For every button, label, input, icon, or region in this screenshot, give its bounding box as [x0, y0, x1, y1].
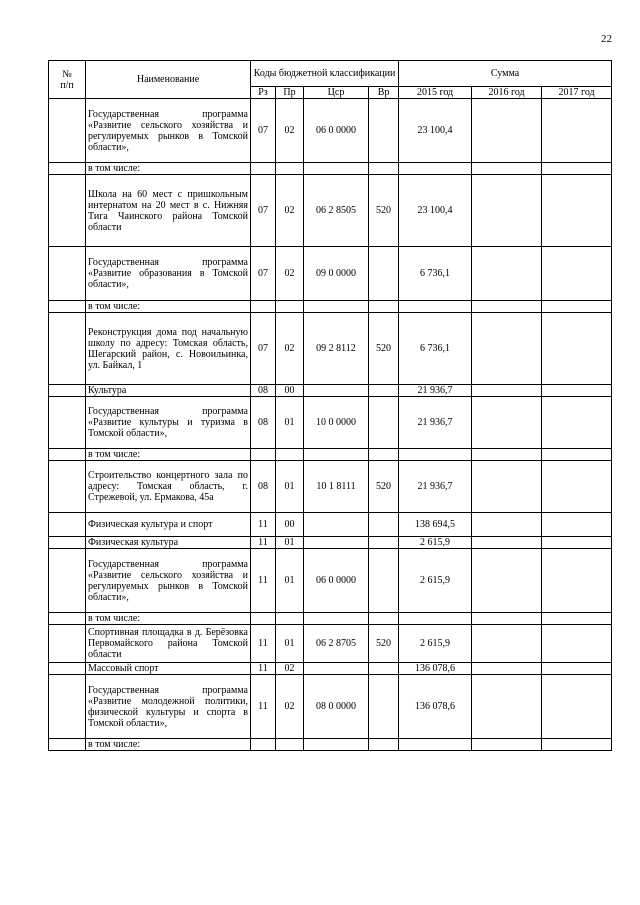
table-row: [49, 397, 612, 449]
row-name: Спортивная площадка в д. Берёзовка Первомайского района Томской области: [86, 625, 251, 663]
table-row: [49, 301, 612, 313]
row-name: Государственная программа «Развитие сельского хозяйства и регулируемых рынков в Томской области»,: [86, 549, 251, 613]
budget-table: [48, 60, 612, 751]
row-name: Государственная программа «Развитие культуры и туризма в Томской области»,: [86, 397, 251, 449]
header-name: Наименование: [86, 61, 251, 99]
row-vr: [369, 513, 399, 537]
row-name: Физическая культура: [86, 537, 251, 549]
row-pr: 01: [276, 625, 304, 663]
row-csr: 08 0 0000: [304, 675, 369, 739]
row-sum-2015: 138 694,5: [399, 513, 472, 537]
table-row: [49, 313, 612, 385]
row-vr: [369, 99, 399, 163]
header-2016: 2016 год: [472, 87, 542, 99]
row-pr: 01: [276, 397, 304, 449]
row-name: Физическая культура и спорт: [86, 513, 251, 537]
table-row: [49, 537, 612, 549]
row-csr: 06 0 0000: [304, 99, 369, 163]
table-row: [49, 163, 612, 175]
header-budget-codes: Коды бюджетной классификации: [251, 61, 399, 87]
table-row: [49, 99, 612, 163]
row-name: Культура: [86, 385, 251, 397]
row-pr: 02: [276, 99, 304, 163]
row-vr: [369, 675, 399, 739]
row-rz: 11: [251, 549, 276, 613]
row-name: Реконструкция дома под начальную школу по адресу: Томская область, Шегарский район, с. Новоильинка, ул. Байкал, 1: [86, 313, 251, 385]
row-rz: 11: [251, 675, 276, 739]
row-name: Государственная программа «Развитие образования в Томской области»,: [86, 247, 251, 301]
row-sum-2015: 23 100,4: [399, 175, 472, 247]
row-csr: 06 0 0000: [304, 549, 369, 613]
header-vr: Вр: [369, 87, 399, 99]
table-row: [49, 549, 612, 613]
row-sum-2015: 6 736,1: [399, 313, 472, 385]
header-sum: Сумма: [399, 61, 612, 87]
row-pr: 01: [276, 549, 304, 613]
row-sum-2015: 2 615,9: [399, 625, 472, 663]
row-vr: 520: [369, 625, 399, 663]
header-number: № п/п: [49, 61, 86, 99]
row-sum-2015: 21 936,7: [399, 385, 472, 397]
row-pr: 02: [276, 175, 304, 247]
row-rz: 11: [251, 537, 276, 549]
row-vr: [369, 247, 399, 301]
table-row: [49, 625, 612, 663]
row-csr: [304, 663, 369, 675]
row-sum-2015: 6 736,1: [399, 247, 472, 301]
header-pr: Пр: [276, 87, 304, 99]
row-name: Массовый спорт: [86, 663, 251, 675]
row-csr: 09 0 0000: [304, 247, 369, 301]
row-csr: [304, 537, 369, 549]
row-pr: 01: [276, 461, 304, 513]
row-name: в том числе:: [86, 613, 251, 625]
row-csr: 10 0 0000: [304, 397, 369, 449]
row-pr: 02: [276, 675, 304, 739]
table-row: [49, 247, 612, 301]
row-pr: 02: [276, 313, 304, 385]
row-vr: [369, 549, 399, 613]
row-rz: 11: [251, 513, 276, 537]
table-row: [49, 461, 612, 513]
row-rz: 08: [251, 397, 276, 449]
row-vr: [369, 385, 399, 397]
row-vr: [369, 663, 399, 675]
row-vr: 520: [369, 461, 399, 513]
header-2015: 2015 год: [399, 87, 472, 99]
row-csr: [304, 385, 369, 397]
row-name: в том числе:: [86, 301, 251, 313]
row-vr: 520: [369, 313, 399, 385]
row-rz: 07: [251, 313, 276, 385]
row-vr: [369, 397, 399, 449]
row-sum-2015: 2 615,9: [399, 549, 472, 613]
row-rz: 11: [251, 625, 276, 663]
header-csr: Цср: [304, 87, 369, 99]
row-csr: 06 2 8705: [304, 625, 369, 663]
row-pr: 00: [276, 513, 304, 537]
row-rz: 07: [251, 247, 276, 301]
header-rz: Рз: [251, 87, 276, 99]
table-row: [49, 449, 612, 461]
row-rz: 08: [251, 385, 276, 397]
row-pr: 02: [276, 247, 304, 301]
row-rz: 08: [251, 461, 276, 513]
row-name: Государственная программа «Развитие молодежной политики, физической культуры и спорта в Томской области»,: [86, 675, 251, 739]
row-name: Школа на 60 мест с пришкольным интернатом на 20 мест в с. Нижняя Тига Чаинского района Томской области: [86, 175, 251, 247]
header-2017: 2017 год: [542, 87, 612, 99]
table-row: [49, 739, 612, 751]
row-pr: 02: [276, 663, 304, 675]
row-rz: 11: [251, 663, 276, 675]
row-sum-2015: 136 078,6: [399, 675, 472, 739]
page-number: 22: [601, 33, 612, 45]
table-row: [49, 613, 612, 625]
row-name: Строительство концертного зала по адресу: Томская область, г. Стрежевой, ул. Ермакова, 45а: [86, 461, 251, 513]
row-sum-2015: 2 615,9: [399, 537, 472, 549]
row-csr: 10 1 8111: [304, 461, 369, 513]
row-sum-2015: 21 936,7: [399, 461, 472, 513]
row-csr: [304, 513, 369, 537]
row-vr: [369, 537, 399, 549]
row-sum-2015: 21 936,7: [399, 397, 472, 449]
row-name: Государственная программа «Развитие сельского хозяйства и регулируемых рынков в Томской области»,: [86, 99, 251, 163]
row-pr: 00: [276, 385, 304, 397]
row-csr: 09 2 8112: [304, 313, 369, 385]
row-sum-2015: 136 078,6: [399, 663, 472, 675]
row-sum-2015: 23 100,4: [399, 99, 472, 163]
row-name: в том числе:: [86, 163, 251, 175]
table-row: [49, 175, 612, 247]
row-rz: 07: [251, 99, 276, 163]
row-vr: 520: [369, 175, 399, 247]
row-pr: 01: [276, 537, 304, 549]
table-row: [49, 513, 612, 537]
table-row: [49, 385, 612, 397]
row-rz: 07: [251, 175, 276, 247]
row-name: в том числе:: [86, 739, 251, 751]
table-row: [49, 675, 612, 739]
row-name: в том числе:: [86, 449, 251, 461]
table-row: [49, 663, 612, 675]
row-csr: 06 2 8505: [304, 175, 369, 247]
